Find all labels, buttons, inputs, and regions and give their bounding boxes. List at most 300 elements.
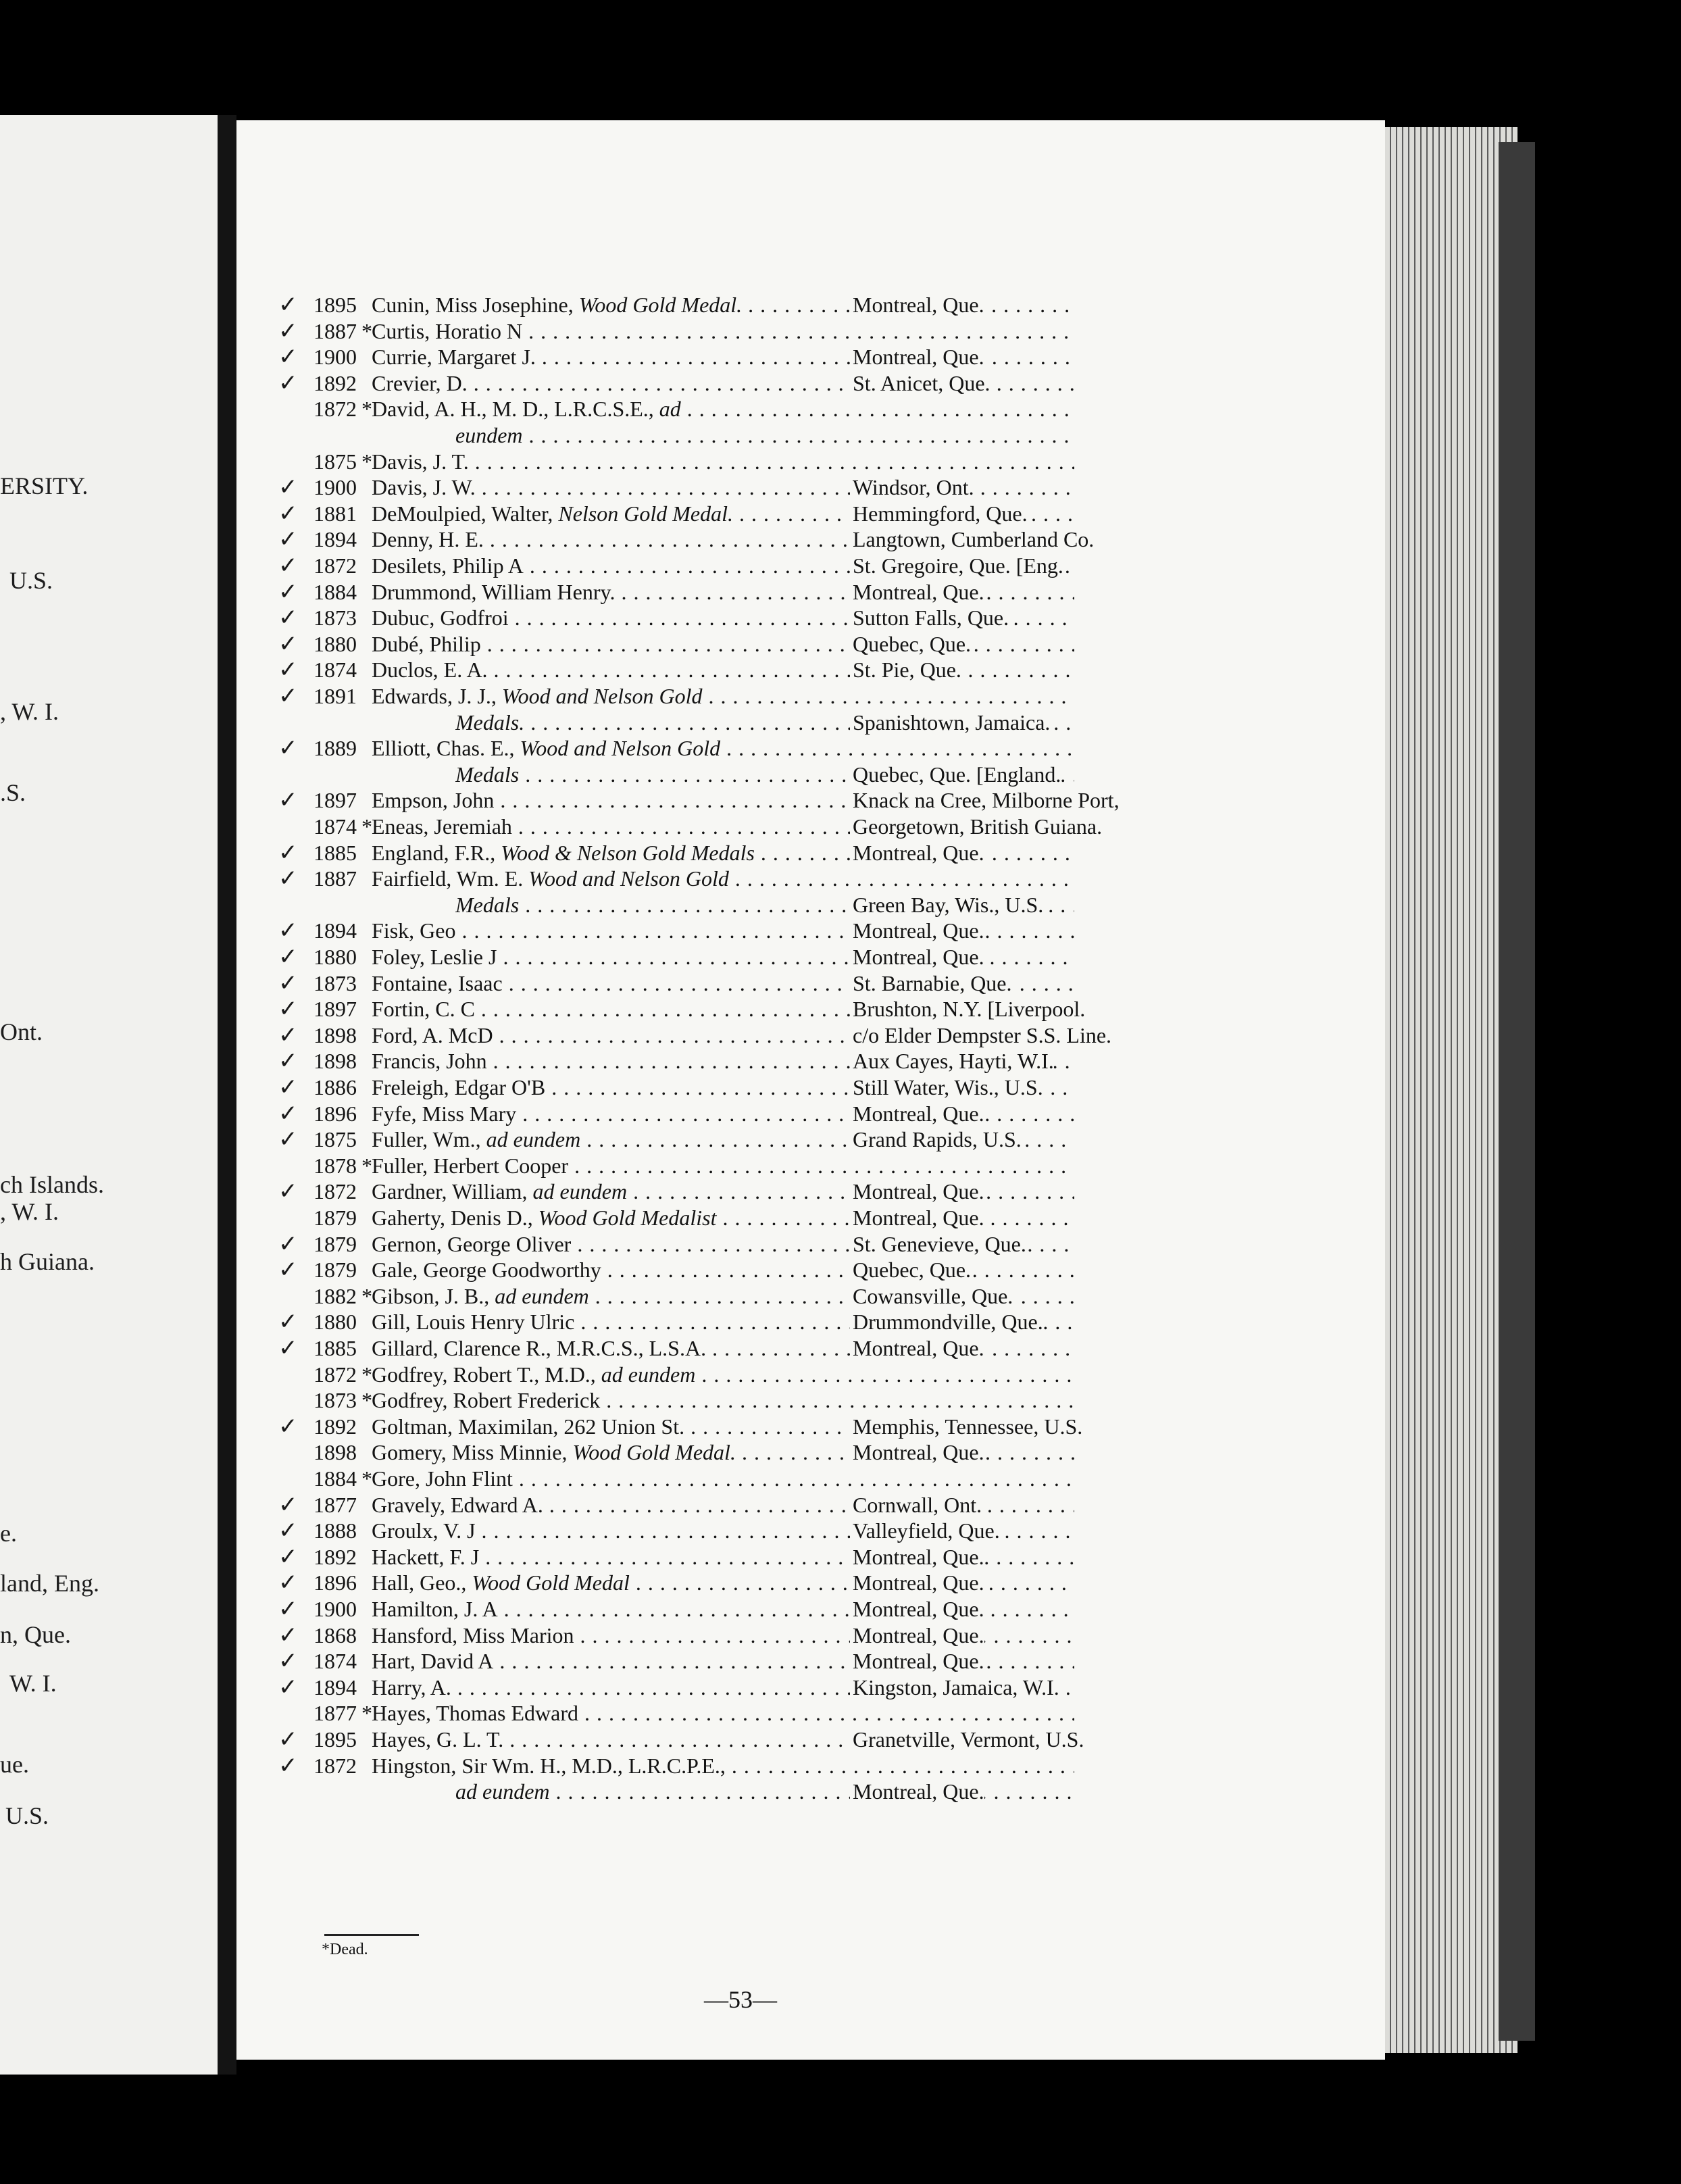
check-mark-icon: ✓ bbox=[278, 1178, 298, 1206]
graduation-year: 1895 bbox=[313, 1727, 357, 1752]
name-text: Godfrey, Robert Frederick bbox=[372, 1388, 601, 1413]
list-item bbox=[236, 735, 1385, 761]
check-mark-icon: ✓ bbox=[278, 1752, 298, 1779]
check-mark-icon: ✓ bbox=[278, 1491, 298, 1518]
check-mark-icon: ✓ bbox=[278, 1517, 298, 1545]
graduation-year: 1881 bbox=[313, 501, 357, 526]
graduation-year: 1874 bbox=[313, 657, 357, 682]
name-text: Hayes, Thomas Edward bbox=[372, 1701, 578, 1726]
residence: Hemmingford, Que. bbox=[850, 501, 1028, 526]
residence: Knack na Cree, Milborne Port, bbox=[850, 787, 1120, 813]
graduation-year: 1872 bbox=[313, 1753, 357, 1778]
deceased-marker: * bbox=[361, 814, 372, 839]
name-text: Freleigh, Edgar O'B bbox=[372, 1075, 546, 1099]
deceased-marker: * bbox=[361, 1701, 372, 1726]
graduation-year: 1896 bbox=[313, 1570, 357, 1595]
graduation-year: 1900 bbox=[313, 475, 357, 500]
honor-text: Medals bbox=[455, 892, 520, 917]
list-item bbox=[236, 1727, 1385, 1752]
name-text: Gravely, Edward A. bbox=[372, 1492, 543, 1517]
check-mark-icon: ✓ bbox=[278, 578, 298, 605]
residence: Montreal, Que. bbox=[850, 1439, 984, 1465]
residence: Green Bay, Wis., U.S. bbox=[850, 892, 1043, 918]
residence: Brushton, N.Y. [Liverpool. bbox=[850, 996, 1085, 1022]
facing-page-fragment: U.S. bbox=[5, 1802, 49, 1829]
graduate-name bbox=[372, 1387, 1074, 1413]
graduate-name bbox=[372, 1153, 1074, 1178]
graduation-year: 1877 bbox=[313, 1701, 357, 1726]
honor-text: Wood & Nelson Gold Medals bbox=[501, 840, 755, 865]
check-mark-icon: ✓ bbox=[278, 682, 298, 710]
name-text: David, A. H., M. D., L.R.C.S.E., bbox=[372, 397, 654, 422]
residence: Georgetown, British Guiana. bbox=[850, 814, 1102, 839]
graduation-year: 1884 bbox=[313, 1466, 357, 1491]
list-item bbox=[236, 1570, 1385, 1595]
residence: Still Water, Wis., U.S. bbox=[850, 1074, 1043, 1100]
list-item bbox=[236, 1544, 1385, 1570]
list-item bbox=[236, 1048, 1385, 1074]
list-item bbox=[236, 1596, 1385, 1622]
graduation-year: 1879 bbox=[313, 1206, 357, 1230]
name-text: Eneas, Jeremiah bbox=[372, 814, 512, 839]
list-item bbox=[236, 1492, 1385, 1518]
name-text: Drummond, William Henry. bbox=[372, 579, 616, 604]
list-item bbox=[236, 449, 1385, 474]
name-text: Gill, Louis Henry Ulric bbox=[372, 1310, 575, 1335]
check-mark-icon: ✓ bbox=[278, 1673, 298, 1701]
graduation-year: 1892 bbox=[313, 370, 357, 395]
honor-text: Nelson Gold Medal. bbox=[558, 501, 734, 526]
graduation-year: 1897 bbox=[313, 788, 357, 813]
deceased-marker: * bbox=[361, 397, 372, 422]
name-text: Hart, David A bbox=[372, 1649, 494, 1674]
list-item bbox=[236, 1779, 1385, 1804]
residence: St. Gregoire, Que. [Eng. bbox=[850, 553, 1063, 578]
graduation-year: 1892 bbox=[313, 1544, 357, 1569]
name-text: Gibson, J. B., bbox=[372, 1283, 490, 1308]
residence: Granetville, Vermont, U.S. bbox=[850, 1727, 1084, 1752]
name-text: Davis, J. T. bbox=[372, 449, 469, 474]
name-text: Goltman, Maximilan, 262 Union St. bbox=[372, 1414, 685, 1439]
list-item bbox=[236, 474, 1385, 500]
graduation-year: 1872 bbox=[313, 1362, 357, 1387]
name-text: Elliott, Chas. E., bbox=[372, 736, 515, 761]
name-text: Empson, John bbox=[372, 788, 495, 813]
residence: Quebec, Que. bbox=[850, 1257, 971, 1283]
graduate-name bbox=[372, 735, 1074, 761]
residence: Montreal, Que. bbox=[850, 1648, 984, 1674]
residence: Montreal, Que. bbox=[850, 292, 984, 318]
graduation-year: 1900 bbox=[313, 345, 357, 370]
graduation-year: 1898 bbox=[313, 1440, 357, 1465]
facing-page-fragment: ue. bbox=[0, 1751, 29, 1778]
deceased-marker: * bbox=[361, 1153, 372, 1178]
graduation-year: 1873 bbox=[313, 970, 357, 995]
graduation-year: 1873 bbox=[313, 605, 357, 630]
list-item bbox=[236, 501, 1385, 526]
list-item bbox=[236, 396, 1385, 422]
check-mark-icon: ✓ bbox=[278, 1647, 298, 1675]
list-item bbox=[236, 1153, 1385, 1178]
graduation-year: 1898 bbox=[313, 1049, 357, 1074]
list-item bbox=[236, 1126, 1385, 1152]
list-item bbox=[236, 1518, 1385, 1543]
check-mark-icon: ✓ bbox=[278, 1074, 298, 1101]
honor-text: Wood and Nelson Gold bbox=[501, 684, 703, 708]
name-text: Gale, George Goodworthy bbox=[372, 1258, 601, 1283]
facing-page-fragment: U.S. bbox=[9, 567, 53, 594]
name-text: Hansford, Miss Marion bbox=[372, 1622, 574, 1647]
graduation-year: 1873 bbox=[313, 1388, 357, 1413]
check-mark-icon: ✓ bbox=[278, 865, 298, 893]
check-mark-icon: ✓ bbox=[278, 317, 298, 345]
graduation-year: 1894 bbox=[313, 527, 357, 552]
name-text: Hingston, Sir Wm. H., M.D., L.R.C.P.E., bbox=[372, 1753, 726, 1778]
residence: Montreal, Que. bbox=[850, 1596, 984, 1622]
residence: Montreal, Que. bbox=[850, 1570, 984, 1595]
honor-text: Medals bbox=[455, 762, 520, 787]
list-item bbox=[236, 1674, 1385, 1700]
graduation-year: 1897 bbox=[313, 997, 357, 1022]
residence: Montreal, Que. bbox=[850, 579, 984, 605]
graduate-name bbox=[372, 1362, 1074, 1387]
list-item bbox=[236, 1178, 1385, 1204]
graduation-year: 1885 bbox=[313, 1336, 357, 1360]
graduation-year: 1877 bbox=[313, 1492, 357, 1517]
residence: Quebec, Que. bbox=[850, 631, 971, 657]
name-text: Fontaine, Isaac bbox=[372, 970, 503, 995]
graduation-year: 1886 bbox=[313, 1075, 357, 1099]
facing-page-fragment: , W. I. bbox=[0, 1198, 59, 1225]
residence: Grand Rapids, U.S. bbox=[850, 1126, 1022, 1152]
name-text: Gernon, George Oliver bbox=[372, 1231, 572, 1256]
check-mark-icon: ✓ bbox=[278, 787, 298, 814]
graduation-year: 1875 bbox=[313, 1127, 357, 1152]
residence: Langtown, Cumberland Co. bbox=[850, 526, 1094, 552]
name-text: Crevier, D. bbox=[372, 370, 468, 395]
book-gutter bbox=[218, 115, 236, 2075]
facing-page-fragment: land, Eng. bbox=[0, 1570, 99, 1597]
list-item bbox=[236, 710, 1385, 735]
check-mark-icon: ✓ bbox=[278, 604, 298, 632]
check-mark-icon: ✓ bbox=[278, 291, 298, 318]
name-text: Gardner, William, bbox=[372, 1179, 528, 1204]
graduate-name bbox=[372, 449, 1074, 474]
list-item bbox=[236, 1205, 1385, 1231]
list-item bbox=[236, 683, 1385, 709]
name-text: Currie, Margaret J. bbox=[372, 345, 536, 370]
check-mark-icon: ✓ bbox=[278, 1595, 298, 1622]
check-mark-icon: ✓ bbox=[278, 917, 298, 945]
graduation-year: 1896 bbox=[313, 1101, 357, 1126]
check-mark-icon: ✓ bbox=[278, 1543, 298, 1570]
list-item bbox=[236, 318, 1385, 344]
facing-page-fragment: n, Que. bbox=[0, 1621, 71, 1648]
name-text: Gomery, Miss Minnie, bbox=[372, 1440, 568, 1465]
graduation-year: 1894 bbox=[313, 918, 357, 943]
facing-page-fragment: ch Islands. bbox=[0, 1171, 104, 1198]
residence: Montreal, Que. bbox=[850, 1622, 984, 1648]
name-text: Fyfe, Miss Mary bbox=[372, 1101, 517, 1126]
register-page bbox=[236, 120, 1385, 2060]
name-text: DeMoulpied, Walter, bbox=[372, 501, 553, 526]
graduate-name bbox=[455, 422, 1074, 448]
residence: Montreal, Que. bbox=[850, 1335, 984, 1361]
deceased-marker: * bbox=[361, 318, 372, 343]
graduate-name bbox=[372, 866, 1074, 891]
residence: Montreal, Que. bbox=[850, 918, 984, 943]
name-text: Denny, H. E. bbox=[372, 527, 484, 552]
list-item bbox=[236, 370, 1385, 396]
graduation-year: 1884 bbox=[313, 579, 357, 604]
residence: Montreal, Que. bbox=[850, 344, 984, 370]
check-mark-icon: ✓ bbox=[278, 630, 298, 657]
residence: Aux Cayes, Hayti, W.I. bbox=[850, 1048, 1054, 1074]
check-mark-icon: ✓ bbox=[278, 943, 298, 970]
name-text: Cunin, Miss Josephine, bbox=[372, 293, 574, 317]
honor-text: Wood Gold Medal. bbox=[578, 293, 743, 317]
residence: Cornwall, Ont. bbox=[850, 1492, 982, 1518]
list-item bbox=[236, 1622, 1385, 1648]
list-item bbox=[236, 1362, 1385, 1387]
name-text: Gaherty, Denis D., bbox=[372, 1206, 533, 1230]
deceased-marker: * bbox=[361, 1283, 372, 1308]
residence: Windsor, Ont. bbox=[850, 474, 974, 500]
list-item bbox=[236, 1439, 1385, 1465]
facing-page-fragment: ERSITY. bbox=[0, 472, 89, 499]
list-item bbox=[236, 814, 1385, 839]
check-mark-icon: ✓ bbox=[278, 969, 298, 997]
facing-page-fragment: h Guiana. bbox=[0, 1248, 95, 1275]
list-item bbox=[236, 1466, 1385, 1491]
page-number: —53— bbox=[704, 1986, 777, 2013]
check-mark-icon: ✓ bbox=[278, 369, 298, 397]
facing-page-fragment: e. bbox=[0, 1520, 17, 1547]
honor-text: Wood and Nelson Gold bbox=[528, 866, 729, 891]
graduation-year: 1894 bbox=[313, 1674, 357, 1699]
residence: Memphis, Tennessee, U.S. bbox=[850, 1414, 1082, 1439]
honor-text: ad bbox=[659, 397, 681, 422]
check-mark-icon: ✓ bbox=[278, 499, 298, 527]
list-item bbox=[236, 1283, 1385, 1309]
check-mark-icon: ✓ bbox=[278, 1126, 298, 1153]
residence: Montreal, Que. bbox=[850, 1779, 984, 1804]
graduation-year: 1882 bbox=[313, 1283, 357, 1308]
honor-text: ad eundem bbox=[601, 1362, 696, 1387]
graduate-name bbox=[372, 318, 1074, 344]
graduation-year: 1874 bbox=[313, 814, 357, 839]
honor-text: ad eundem bbox=[532, 1179, 628, 1204]
graduation-year: 1891 bbox=[313, 684, 357, 708]
name-text: Francis, John bbox=[372, 1049, 487, 1074]
page-edges bbox=[1385, 127, 1517, 2053]
graduation-year: 1880 bbox=[313, 631, 357, 656]
name-text: Gillard, Clarence R., M.R.C.S., L.S.A. bbox=[372, 1336, 707, 1360]
check-mark-icon: ✓ bbox=[278, 1412, 298, 1440]
honor-text: Wood Gold Medal bbox=[472, 1570, 630, 1595]
check-mark-icon: ✓ bbox=[278, 1021, 298, 1049]
residence: Montreal, Que. bbox=[850, 840, 984, 866]
name-text: Harry, A. bbox=[372, 1674, 451, 1699]
residence: Montreal, Que. bbox=[850, 1544, 984, 1570]
residence: Montreal, Que. bbox=[850, 1178, 984, 1204]
list-item bbox=[236, 292, 1385, 318]
honor-text: ad eundem bbox=[455, 1779, 550, 1804]
honor-text: ad eundem bbox=[495, 1283, 589, 1308]
facing-page-fragment: .S. bbox=[0, 779, 26, 806]
graduation-year: 1888 bbox=[313, 1518, 357, 1543]
graduation-year: 1889 bbox=[313, 736, 357, 761]
list-item bbox=[236, 762, 1385, 787]
honor-text: Wood and Nelson Gold bbox=[520, 736, 721, 761]
list-item bbox=[236, 344, 1385, 370]
footnote: *Dead. bbox=[322, 1941, 368, 1958]
residence: Montreal, Que. bbox=[850, 1205, 984, 1231]
deceased-marker: * bbox=[361, 1388, 372, 1413]
name-text: Hall, Geo., bbox=[372, 1570, 467, 1595]
graduation-year: 1880 bbox=[313, 945, 357, 969]
check-mark-icon: ✓ bbox=[278, 1621, 298, 1649]
check-mark-icon: ✓ bbox=[278, 839, 298, 866]
list-item bbox=[236, 970, 1385, 996]
facing-page bbox=[0, 115, 221, 2075]
residence: Montreal, Que. bbox=[850, 944, 984, 970]
check-mark-icon: ✓ bbox=[278, 1726, 298, 1753]
list-item bbox=[236, 892, 1385, 918]
list-item bbox=[236, 1257, 1385, 1283]
graduation-year: 1880 bbox=[313, 1310, 357, 1335]
name-text: Dubé, Philip bbox=[372, 631, 481, 656]
graduation-year: 1892 bbox=[313, 1414, 357, 1439]
name-text: Curtis, Horatio N bbox=[372, 318, 523, 343]
book-cover-edge bbox=[1499, 142, 1535, 2041]
list-item bbox=[236, 840, 1385, 866]
check-mark-icon: ✓ bbox=[278, 552, 298, 579]
residence: St. Anicet, Que. bbox=[850, 370, 990, 396]
list-item bbox=[236, 1074, 1385, 1100]
list-item bbox=[236, 866, 1385, 891]
honor-text: eundem bbox=[455, 423, 523, 447]
graduation-year: 1879 bbox=[313, 1231, 357, 1256]
check-mark-icon: ✓ bbox=[278, 474, 298, 501]
list-item bbox=[236, 1022, 1385, 1048]
name-text: Ford, A. McD bbox=[372, 1022, 493, 1047]
residence: Montreal, Que. bbox=[850, 1101, 984, 1126]
residence: St. Pie, Que. bbox=[850, 657, 961, 682]
list-item bbox=[236, 1648, 1385, 1674]
graduate-name bbox=[372, 1753, 1074, 1779]
footnote-rule bbox=[324, 1934, 419, 1936]
list-item bbox=[236, 1753, 1385, 1779]
graduation-year: 1874 bbox=[313, 1649, 357, 1674]
residence: Kingston, Jamaica, W.I. bbox=[850, 1674, 1059, 1700]
name-text: Hamilton, J. A bbox=[372, 1597, 498, 1621]
list-item bbox=[236, 1335, 1385, 1361]
list-item bbox=[236, 553, 1385, 578]
name-text: Duclos, E. A. bbox=[372, 657, 488, 682]
name-text: Fisk, Geo bbox=[372, 918, 456, 943]
check-mark-icon: ✓ bbox=[278, 526, 298, 553]
check-mark-icon: ✓ bbox=[278, 656, 298, 684]
graduate-name bbox=[372, 657, 1074, 682]
facing-page-fragment: , W. I. bbox=[0, 698, 59, 725]
list-item bbox=[236, 1700, 1385, 1726]
list-item bbox=[236, 1387, 1385, 1413]
list-item bbox=[236, 631, 1385, 657]
list-item bbox=[236, 996, 1385, 1022]
graduation-year: 1879 bbox=[313, 1258, 357, 1283]
honor-text: Wood Gold Medalist bbox=[538, 1206, 717, 1230]
graduate-name bbox=[372, 396, 1074, 422]
name-text: Fuller, Wm., bbox=[372, 1127, 481, 1152]
name-text: Gore, John Flint bbox=[372, 1466, 513, 1491]
list-item bbox=[236, 1414, 1385, 1439]
list-item bbox=[236, 579, 1385, 605]
list-item bbox=[236, 605, 1385, 630]
check-mark-icon: ✓ bbox=[278, 1099, 298, 1127]
list-item bbox=[236, 944, 1385, 970]
name-text: Dubuc, Godfroi bbox=[372, 605, 509, 630]
name-text: Hackett, F. J bbox=[372, 1544, 480, 1569]
residence: c/o Elder Dempster S.S. Line. bbox=[850, 1022, 1111, 1048]
name-text: Desilets, Philip A bbox=[372, 553, 524, 578]
name-text: Fortin, C. C bbox=[372, 997, 475, 1022]
list-item bbox=[236, 1309, 1385, 1335]
name-text: Hayes, G. L. T. bbox=[372, 1727, 504, 1752]
graduation-year: 1895 bbox=[313, 293, 357, 317]
graduation-year: 1900 bbox=[313, 1597, 357, 1621]
list-item bbox=[236, 526, 1385, 552]
residence: St. Barnabie, Que. bbox=[850, 970, 1012, 996]
facing-page-fragment: Ont. bbox=[0, 1018, 43, 1045]
check-mark-icon: ✓ bbox=[278, 995, 298, 1023]
graduation-year: 1872 bbox=[313, 397, 357, 422]
graduation-year: 1887 bbox=[313, 318, 357, 343]
honor-text: Wood Gold Medal. bbox=[572, 1440, 736, 1465]
list-item bbox=[236, 657, 1385, 682]
list-item bbox=[236, 1231, 1385, 1257]
facing-page-fragment: W. I. bbox=[9, 1670, 57, 1697]
name-text: Davis, J. W. bbox=[372, 475, 476, 500]
check-mark-icon: ✓ bbox=[278, 1335, 298, 1362]
check-mark-icon: ✓ bbox=[278, 1569, 298, 1597]
residence: Cowansville, Que. bbox=[850, 1283, 1013, 1309]
graduation-year: 1878 bbox=[313, 1153, 357, 1178]
check-mark-icon: ✓ bbox=[278, 1047, 298, 1075]
honor-text: ad eundem bbox=[486, 1127, 581, 1152]
graduation-year: 1872 bbox=[313, 553, 357, 578]
residence: Drummondville, Que. bbox=[850, 1309, 1043, 1335]
residence: Quebec, Que. [England. bbox=[850, 762, 1061, 787]
list-item bbox=[236, 422, 1385, 448]
name-text: Fuller, Herbert Cooper bbox=[372, 1153, 569, 1178]
list-item bbox=[236, 787, 1385, 813]
name-text: Edwards, J. J., bbox=[372, 684, 497, 708]
graduation-year: 1875 bbox=[313, 449, 357, 474]
residence: Spanishtown, Jamaica. bbox=[850, 710, 1050, 735]
residence: Valleyfield, Que. bbox=[850, 1518, 1000, 1543]
graduate-name bbox=[372, 1700, 1074, 1726]
graduation-year: 1872 bbox=[313, 1179, 357, 1204]
deceased-marker: * bbox=[361, 1362, 372, 1387]
graduation-year: 1868 bbox=[313, 1622, 357, 1647]
check-mark-icon: ✓ bbox=[278, 735, 298, 762]
name-text: Foley, Leslie J bbox=[372, 945, 497, 969]
deceased-marker: * bbox=[361, 449, 372, 474]
name-text: Groulx, V. J bbox=[372, 1518, 476, 1543]
check-mark-icon: ✓ bbox=[278, 1230, 298, 1258]
graduation-year: 1887 bbox=[313, 866, 357, 891]
